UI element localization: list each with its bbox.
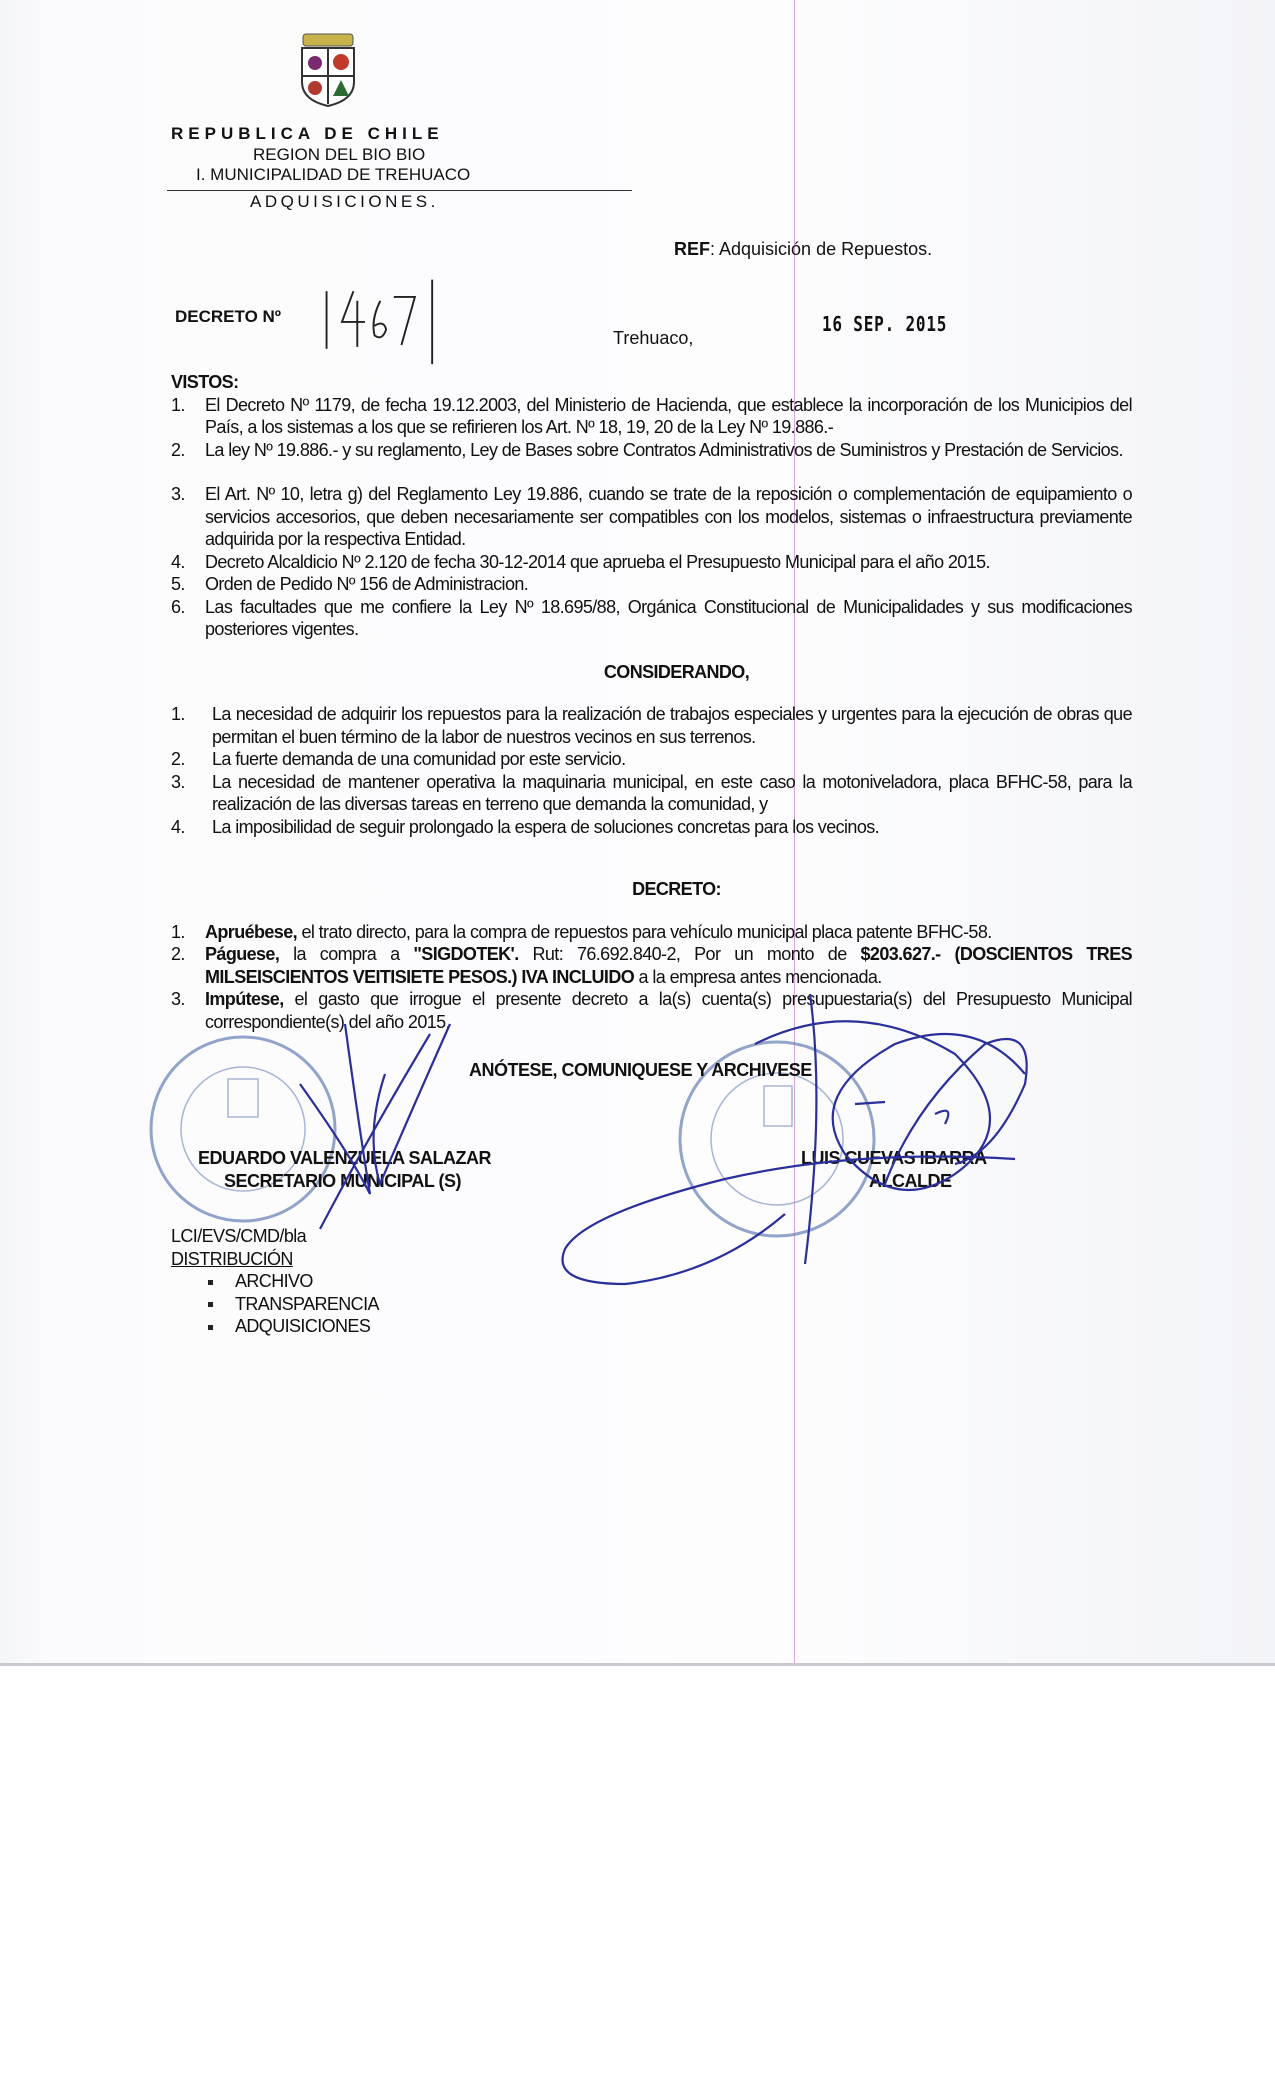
item-text: Rut: 76.692.840-2, Por un monto de [518, 944, 861, 964]
signature-block [171, 1059, 1132, 1217]
item-number: 2. [171, 749, 185, 769]
reference-line [674, 239, 932, 260]
item-text: a la empresa antes mencionada. [634, 966, 882, 987]
vistos-item [171, 439, 1132, 462]
ref-text: : Adquisición de Repuestos. [710, 239, 933, 259]
considerando-item [171, 816, 1132, 839]
decreto-item [171, 943, 1132, 988]
vistos-item [171, 394, 1132, 439]
vistos-item [171, 596, 1132, 641]
item-keyword: Apruébese, [205, 921, 298, 942]
secretary-stamp [138, 1029, 348, 1229]
item-text: Las facultades que me confiere la Ley Nº 18.695/88, Orgánica Constitucional de Municipalidades y sus modificaciones posteriores vigentes. [205, 596, 1132, 639]
country-heading: REPUBLICA DE CHILE [171, 124, 444, 143]
item-text: El Art. Nº 10, letra g) del Reglamento Ley 19.886, cuando se trate de la reposición o complementación de equipamiento o servicios accesorios, que deben necesariamente ser compatibles con los modelos, sistemas o infraestructura previamente adquirida por la respectiva Entidad. [205, 484, 1132, 549]
item-number: 5. [171, 574, 185, 594]
decreto-heading: DECRETO: [632, 879, 721, 899]
supplier-name: "SIGDOTEK'. [413, 944, 519, 964]
item-text: La necesidad de adquirir los repuestos para la realización de trabajos especiales y urgentes para la ejecución de obras que permitan el buen término de la labor de nuestros vecinos en sus terrenos. [212, 704, 1132, 747]
ref-label: REF [674, 239, 710, 259]
vistos-item [171, 573, 1132, 596]
bullet-icon [208, 1325, 213, 1330]
item-number: 3. [171, 771, 185, 792]
document-body [171, 371, 1132, 1338]
secretary-title: SECRETARIO MUNICIPAL (S) [224, 1171, 462, 1191]
item-text: Orden de Pedido Nº 156 de Administracion. [205, 574, 529, 594]
distribution-heading: DISTRIBUCIÓN [171, 1248, 293, 1269]
considerando-item [171, 771, 1132, 816]
secretary-name: EDUARDO VALENZUELA SALAZAR [198, 1148, 491, 1168]
mayor-title: ALCALDE [869, 1171, 952, 1191]
considerando-item [171, 703, 1132, 748]
coat-of-arms-logo [297, 32, 359, 108]
distribution-item [171, 1315, 1132, 1338]
date-stamp: 16 SEP. 2015 [822, 312, 948, 336]
item-text: el gasto que irrogue el presente decreto a la(s) cuenta(s) presupuestaria(s) del Presupuesto Municipal correspondiente(s) del año 2015. [205, 989, 1132, 1032]
bullet-icon [208, 1302, 213, 1307]
region-heading: REGION DEL BIO BIO [253, 145, 426, 164]
decree-label: DECRETO Nº [175, 307, 282, 326]
distribution-label: ADQUISICIONES [235, 1316, 371, 1336]
item-number: 3. [171, 989, 185, 1009]
handwritten-decree-number [318, 272, 458, 368]
item-number: 2. [171, 439, 185, 460]
place-text: Trehuaco, [613, 328, 694, 348]
initials: LCI/EVS/CMD/bla [171, 1226, 307, 1246]
considerando-heading: CONSIDERANDO, [603, 661, 750, 682]
amount: $203.627.- (DOSCIENTOS TRES MILSEISCIENTOS VEITISIETE PESOS.) IVA INCLUIDO [205, 944, 1133, 987]
item-text: La imposibilidad de seguir prolongado la espera de soluciones concretas para los vecinos. [212, 816, 880, 837]
considerando-item [171, 748, 1132, 771]
footer [171, 1225, 1132, 1338]
municipality-heading: I. MUNICIPALIDAD DE TREHUACO [196, 165, 471, 184]
decreto-item [171, 921, 1132, 944]
item-number: 1. [171, 704, 185, 724]
item-number: 1. [171, 394, 185, 415]
item-text: El Decreto Nº 1179, de fecha 19.12.2003, del Ministerio de Hacienda, que establece la incorporación de los Municipios del País, a los sistemas a los que se refirieren los Art. Nº 18, 19, 20 de la Ley Nº 19.886.- [205, 394, 1132, 437]
item-text: la compra a [279, 944, 414, 964]
item-number: 4. [171, 551, 185, 572]
vistos-heading: VISTOS: [171, 372, 239, 392]
item-text: el trato directo, para la compra de repuestos para vehículo municipal placa patente BFHC-58. [297, 921, 992, 942]
bullet-icon [208, 1280, 213, 1285]
item-number: 2. [171, 944, 185, 964]
vistos-item [171, 551, 1132, 574]
department-heading: ADQUISICIONES. [250, 192, 439, 211]
distribution-label: TRANSPARENCIA [235, 1293, 379, 1314]
distribution-label: ARCHIVO [235, 1271, 313, 1291]
item-text: Decreto Alcaldicio Nº 2.120 de fecha 30-12-2014 que aprueba el Presupuesto Municipal para el año 2015. [205, 551, 990, 572]
distribution-item [171, 1270, 1132, 1293]
item-number: 4. [171, 816, 185, 837]
item-number: 1. [171, 921, 185, 942]
item-text: La fuerte demanda de una comunidad por este servicio. [212, 749, 626, 769]
item-text: La ley Nº 19.886.- y su reglamento, Ley de Bases sobre Contratos Administrativos de Suministros y Prestación de Servicios. [205, 439, 1123, 460]
mayor-name: LUIS CUEVAS IBARRA [801, 1148, 987, 1168]
header-divider [167, 190, 632, 191]
item-text: La necesidad de mantener operativa la maquinaria municipal, en este caso la motoniveladora, placa BFHC-58, para la realización de las diversas tareas en terreno que demanda la comunidad, y [212, 771, 1132, 814]
item-keyword: Páguese, [205, 944, 280, 964]
vistos-item [171, 483, 1132, 551]
item-keyword: Impútese, [205, 989, 284, 1009]
decreto-item [171, 988, 1132, 1033]
item-number: 6. [171, 596, 185, 617]
closing-formula: ANÓTESE, COMUNIQUESE Y ARCHIVESE [469, 1060, 812, 1080]
secretary-signature [200, 1014, 480, 1234]
item-number: 3. [171, 484, 185, 504]
distribution-item [171, 1293, 1132, 1316]
